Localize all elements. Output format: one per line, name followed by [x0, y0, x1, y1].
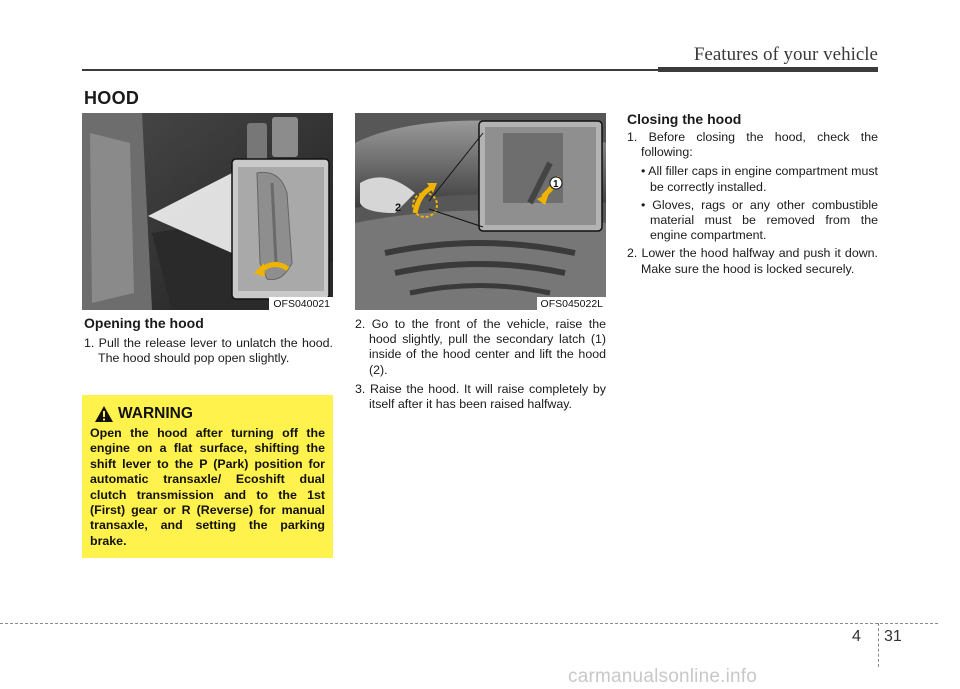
photo-code-label: OFS045022L: [537, 297, 606, 310]
page-number: 31: [884, 628, 902, 645]
closing-steps: [627, 130, 878, 281]
checklist-item: • Gloves, rags or any other combustible material must be removed from the engine compartment.: [641, 197, 878, 243]
footer-rule: [0, 623, 938, 624]
section-title: HOOD: [84, 88, 140, 108]
hood-release-lever-illustration: [82, 113, 333, 310]
opening-step-2: 2. Go to the front of the vehicle, raise the hood slightly, pull the secondary latch (1) inside of the hood center and lift the hood (2).: [355, 317, 606, 377]
closing-step-1: 1. Before closing the hood, check the following:: [627, 130, 878, 160]
closing-step-2: 2. Lower the hood halfway and push it down. Make sure the hood is locked securely.: [627, 246, 878, 276]
secondary-latch-photo: [355, 113, 606, 310]
secondary-latch-illustration: [355, 113, 606, 310]
warning-title: WARNING: [118, 405, 193, 422]
opening-steps-col2: [355, 317, 606, 416]
warning-text: Open the hood after turning off the engine on a flat surface, shifting the shift lever to the P (Park) position for automatic transaxle/ Ecoshift dual clutch transmission and to the 1st (First) gear or R (Reverse) for manual transaxle, and setting the parking brake.: [90, 426, 325, 548]
opening-steps-col1: [84, 336, 333, 370]
photo-code-label: OFS040021: [269, 297, 333, 310]
checklist-item: • All filler caps in engine compartment must be correctly installed.: [641, 164, 878, 194]
opening-hood-heading: Opening the hood: [84, 315, 204, 331]
opening-step-1: 1. Pull the release lever to unlatch the hood. The hood should pop open slightly.: [84, 336, 333, 366]
header-rule-accent: [658, 67, 878, 72]
header-title: Features of your vehicle: [693, 44, 878, 65]
callout-1-label: 1: [553, 179, 559, 190]
closing-hood-heading: Closing the hood: [627, 111, 742, 127]
hood-release-lever-photo: [82, 113, 333, 310]
callout-2-label: 2: [395, 202, 402, 214]
footer-divider: [878, 623, 879, 667]
warning-header: [94, 405, 325, 423]
warning-box: [82, 395, 333, 558]
watermark: carmanualsonline.info: [568, 666, 758, 687]
closing-checklist: [627, 164, 878, 243]
opening-step-3: 3. Raise the hood. It will raise completely by itself after it has been raised halfway.: [355, 381, 606, 412]
chapter-number: 4: [852, 628, 861, 645]
warning-triangle-icon: [94, 405, 114, 423]
